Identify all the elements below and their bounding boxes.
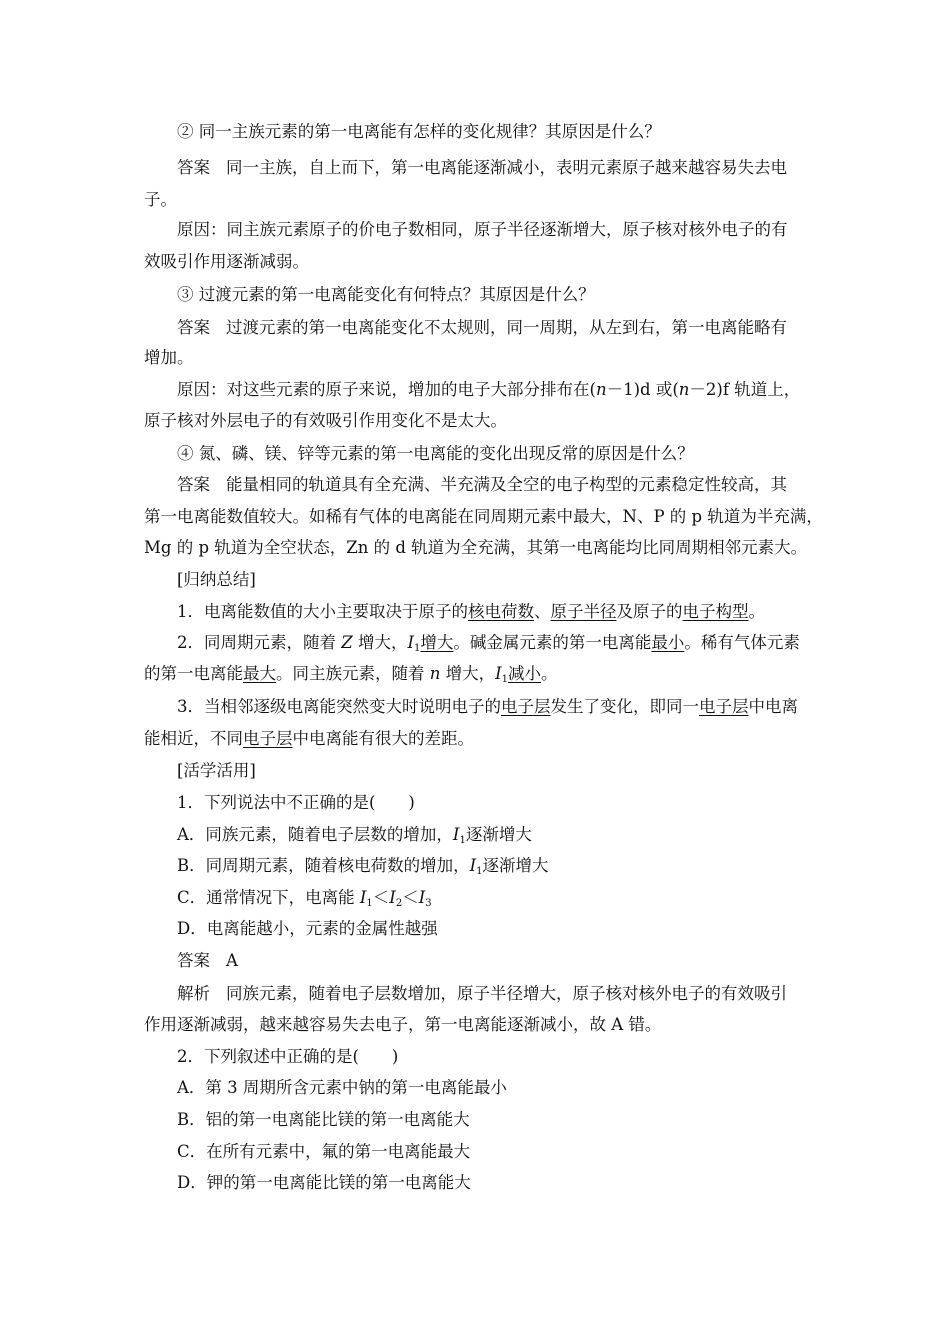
summary-text: 。稀有气体元素	[684, 633, 800, 652]
subscript: 1	[366, 898, 373, 909]
question-2-reason-cont	[144, 247, 814, 277]
option-text: C．通常情况下，电离能	[177, 888, 360, 907]
practice-1-analysis-cont	[144, 1010, 814, 1040]
answer-text: 过渡元素的第一电离能变化不太规则，同一周期，从左到右，第一电离能略有	[226, 318, 787, 337]
answer-text: 增加。	[144, 348, 194, 367]
question-4-text: ④ 氮、磷、镁、锌等元素的第一电离能的变化出现反常的原因是什么？	[177, 444, 694, 463]
summary-text: 及原子的	[616, 602, 683, 621]
question-2-answer	[177, 153, 847, 183]
option-c	[177, 1137, 847, 1167]
reason-text: 原因：对这些元素的原子来说，增加的电子大部分排布在(	[177, 380, 596, 399]
subscript: 2	[395, 898, 403, 909]
answer-label: 答案	[177, 158, 210, 177]
analysis-text: 同族元素，随着电子层数增加，原子半径增大，原子核对核外电子的有效吸引	[226, 984, 787, 1003]
practice-1-answer	[177, 946, 847, 976]
answer-text: 同一主族，自上而下，第一电离能逐渐减小，表明元素原子越来越容易失去电	[226, 158, 787, 177]
variable-i: I	[469, 856, 477, 875]
variable-n: n	[595, 380, 607, 399]
underlined-term: 增大	[420, 633, 454, 652]
variable-n: n	[429, 664, 441, 683]
summary-text: 的第一电离能	[144, 664, 243, 683]
underlined-term: 减小	[508, 664, 542, 683]
underlined-term: 最小	[651, 633, 685, 652]
underlined-term: 核电荷数	[468, 602, 534, 621]
option-d	[177, 914, 847, 944]
question-3-reason	[177, 375, 847, 405]
practice-heading	[177, 756, 847, 786]
practice-1-analysis	[177, 979, 847, 1009]
summary-text: 3．当相邻逐级电离能突然变大时说明电子的	[177, 697, 501, 716]
option-c	[177, 883, 847, 913]
variable-i: I	[407, 633, 414, 652]
subscript: 3	[425, 898, 432, 909]
summary-text: 发生了变化，即同一	[550, 697, 699, 716]
summary-text: 。	[541, 664, 558, 683]
subscript: 1	[414, 643, 421, 654]
reason-text: 原子核对外层电子的有效吸引作用变化不是太大。	[144, 411, 507, 430]
answer-value: A	[226, 951, 238, 970]
option-text: 逐渐增大	[482, 856, 549, 875]
option-a	[177, 820, 847, 850]
underlined-term: 电子层	[501, 697, 551, 716]
analysis-text: 作用逐渐减弱，越来越容易失去电子，第一电离能逐渐减小，故 A 错。	[144, 1015, 662, 1034]
question-4-answer-cont	[144, 502, 823, 532]
answer-text: 子。	[144, 190, 177, 209]
summary-point-2-cont	[144, 659, 814, 689]
subscript: 1	[459, 835, 466, 846]
question-2-answer-cont	[144, 185, 814, 215]
variable-n: n	[678, 380, 690, 399]
answer-label: 答案	[177, 475, 210, 494]
question-2-text: ② 同一主族元素的第一电离能有怎样的变化规律？其原因是什么？	[177, 122, 661, 141]
answer-label: 答案	[177, 318, 210, 337]
answer-text: 第一电离能数值较大。如稀有气体的电离能在同周期元素中最大，N、P 的 p 轨道为半充满，	[144, 507, 823, 526]
question-3	[177, 280, 847, 310]
question-3-reason-cont	[144, 406, 814, 436]
summary-text: 增大，	[440, 664, 496, 683]
option-a	[177, 1073, 847, 1103]
question-4-answer-cont	[144, 533, 814, 563]
practice-question-1	[177, 788, 847, 818]
reason-text: －1)d 或(	[606, 380, 679, 399]
summary-text: 。	[748, 602, 765, 621]
reason-text: －2)f 轨道上，	[689, 380, 801, 399]
question-stem: 1．下列说法中不正确的是( )	[177, 793, 415, 812]
variable-i: I	[495, 664, 502, 683]
variable-i: I	[452, 825, 460, 844]
question-2-reason	[177, 215, 847, 245]
summary-point-3	[177, 692, 847, 722]
reason-text: 效吸引作用逐渐减弱。	[144, 252, 309, 271]
summary-text: 1．电离能数值的大小主要取决于原子的	[177, 602, 468, 621]
option-text: B．铝的第一电离能比镁的第一电离能大	[177, 1110, 470, 1129]
answer-text: 能量相同的轨道具有全充满、半充满及全空的电子构型的元素稳定性较高，其	[226, 475, 787, 494]
summary-text: 2．同周期元素，随着	[177, 633, 342, 652]
summary-text: 增大，	[352, 633, 408, 652]
summary-text: 中电离	[748, 697, 798, 716]
section-heading: [活学活用]	[177, 761, 256, 780]
option-text: D．电离能越小，元素的金属性越强	[177, 919, 438, 938]
question-3-text: ③ 过渡元素的第一电离能变化有何特点？其原因是什么？	[177, 285, 595, 304]
question-4-answer	[177, 470, 847, 500]
practice-question-2	[177, 1042, 847, 1072]
option-text: A．第 3 周期所含元素中钠的第一电离能最小	[177, 1078, 507, 1097]
underlined-term: 电子层	[243, 729, 293, 748]
option-b	[177, 1105, 847, 1135]
section-heading: [归纳总结]	[177, 570, 256, 589]
option-text: D．钾的第一电离能比镁的第一电离能大	[177, 1173, 471, 1192]
summary-point-1	[177, 597, 847, 627]
underlined-term: 电子层	[699, 697, 749, 716]
less-than: ＜	[402, 888, 419, 907]
summary-heading	[177, 565, 847, 595]
subscript: 1	[476, 866, 483, 877]
question-3-answer-cont	[144, 343, 814, 373]
question-stem: 2．下列叙述中正确的是( )	[177, 1047, 399, 1066]
less-than: ＜	[372, 888, 390, 907]
summary-text: 能相近，不同	[144, 729, 243, 748]
summary-point-3-cont	[144, 724, 814, 754]
variable-i: I	[418, 888, 426, 907]
option-b	[177, 851, 847, 881]
variable-i: I	[359, 888, 367, 907]
question-2	[177, 117, 847, 147]
underlined-term: 最大	[243, 664, 276, 683]
answer-label: 答案	[177, 951, 210, 970]
option-text: 逐渐增大	[465, 825, 532, 844]
underlined-term: 电子构型	[682, 602, 749, 621]
variable-i: I	[389, 888, 396, 907]
option-text: B．同周期元素，随着核电荷数的增加，	[177, 856, 470, 875]
underlined-term: 原子半径	[550, 602, 617, 621]
summary-text: 。碱金属元素的第一电离能	[453, 633, 652, 652]
reason-text: 原因：同主族元素原子的价电子数相同，原子半径逐渐增大，原子核对核外电子的有	[177, 220, 788, 239]
answer-text: Mg 的 p 轨道为全空状态，Zn 的 d 轨道为全充满，其第一电离能均比同周期相邻元素大。	[144, 538, 808, 557]
summary-text: 中电离能有很大的差距。	[292, 729, 474, 748]
summary-text: 。同主族元素，随着	[276, 664, 430, 683]
summary-text: 、	[534, 602, 551, 621]
variable-z: Z	[341, 633, 353, 652]
question-4	[177, 439, 847, 469]
summary-point-2	[177, 628, 847, 658]
option-text: C．在所有元素中，氟的第一电离能最大	[177, 1142, 471, 1161]
question-3-answer	[177, 313, 847, 343]
subscript: 1	[501, 674, 509, 685]
analysis-label: 解析	[177, 984, 210, 1003]
option-text: A．同族元素，随着电子层数的增加，	[177, 825, 453, 844]
option-d	[177, 1168, 847, 1198]
